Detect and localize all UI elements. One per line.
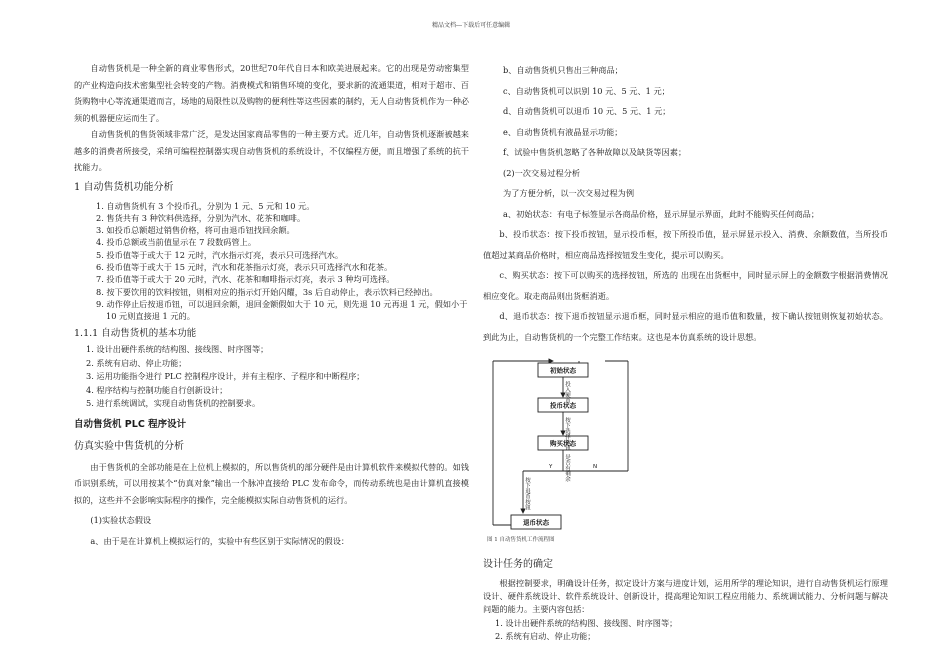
task-list	[483, 617, 888, 644]
section-title-simulation-analysis: 仿真实验中售货机的分析	[74, 440, 184, 452]
flowchart-figure	[483, 353, 683, 543]
function-list	[74, 200, 469, 323]
section-title-function-analysis: 1 自动售货机功能分析	[74, 181, 174, 193]
list-item: 4. 投币总额或当前值显示在 7 段数码管上。	[96, 237, 257, 248]
process-title: (2)一次交易过程分析	[503, 167, 581, 178]
assumption-c: c、自动售货机可以识别 10 元、5 元、1 元；	[503, 85, 670, 96]
assumption-b: b、自动售货机只售出三种商品；	[503, 65, 623, 75]
list-item: 2. 系统有启动、停止功能；	[86, 357, 187, 368]
list-item: 5. 进行系统调试，实现自动售货机的控制要求。	[86, 398, 261, 409]
assumption-e: e、自动售货机有液晶显示功能；	[503, 126, 623, 137]
assumption-a: a、由于是在计算机上模拟运行的，实验中有些区别于实际情况的假设：	[90, 535, 350, 546]
figure-caption: 图 1 自动售货机工作流程图	[487, 537, 555, 543]
list-item: 2. 售货共有 3 种饮料供选择，分别为汽水、花茶和咖啡。	[96, 212, 306, 223]
state-coin: b、投币状态：按下投币按钮，显示投币框，按下所投币值，显示屏显示投入、消费、余额数值，当所投币值超过某商品价格时，相应商品选择按钮发生变化，提示可以购买。	[483, 229, 888, 260]
assumption-f: f、试验中售货机忽略了各种故障以及缺货等因素；	[503, 147, 687, 157]
state-buy: c、购买状态：按下可以购买的选择按钮，所选的 出现在出货框中，同时显示屏上的金额数字根据消费情况相应变化。取走商品则出货框消逝。	[483, 270, 888, 301]
list-item: 8. 按下要饮用的饮料按钮，则相对应的指示灯开始闪耀，3s 后自动停止，表示饮料已经掉出。	[96, 286, 438, 297]
assumption-title: (1)实验状态假设	[90, 515, 152, 526]
arrow-label-insert-coin: 投入硬币	[564, 381, 570, 403]
box-buy-label: 购买状态	[550, 439, 576, 448]
process-intro: 为了方便分析，以一次交易过程为例	[503, 188, 635, 198]
list-item: 6. 投币值等于或大于 15 元时，汽水和花茶指示灯亮，表示只可选择汽水和花茶。	[96, 261, 393, 272]
section-title-plc-design: 自动售货机 PLC 程序设计	[74, 418, 187, 430]
basic-function-list	[74, 343, 469, 411]
section-title-basic-functions: 1.1.1 自动售货机的基本功能	[74, 328, 197, 340]
list-item: 1. 设计出硬件系统的结构图、接线图、时序图等；	[495, 617, 678, 628]
list-item: 1. 设计出硬件系统的结构图、接线图、时序图等；	[86, 344, 269, 355]
label-no: N	[593, 464, 598, 470]
list-item: 1. 自动售货机有 3 个投币孔，分别为 1 元、5 元和 10 元。	[96, 200, 315, 211]
arrow-label-select: 按下选择按钮	[564, 417, 570, 450]
section-title-task: 设计任务的确定	[483, 559, 553, 570]
flowchart-diagram	[483, 353, 683, 543]
list-item: 2. 系统有启动、停止功能；	[495, 631, 596, 642]
intro-paragraph-2: 自动售货机的售货领域非常广泛，是发达国家商品零售的一种主要方式。近几年，自动售货机逐渐被越来越多的消费者所接受，采纳可编程控制器实现自动售货机的系统设计，不仅编程方便，而且增强了系统的抗干扰能力。	[74, 129, 469, 172]
task-paragraph: 根据控制要求，明确设计任务，拟定设计方案与进度计划，运用所学的理论知识，进行自动售货机运行原理设计、硬件系统设计、软件系统设计、创新设计，提高理论知识工程应用能力、系统调试能力、分析问题与解决问题的能力。主要内容包括：	[483, 578, 888, 615]
label-yes: Y	[549, 464, 553, 470]
list-item: 9. 动作停止后按退币钮，可以退回余额，退回金额假如大于 10 元，则先退 10 元再退 1 元，假如小于 10 元则直接退 1 元的。	[96, 298, 468, 322]
list-item: 3. 运用功能指令进行 PLC 控制程序设计，并有主程序、子程序和中断程序；	[86, 371, 365, 382]
left-column	[74, 60, 469, 549]
arrow-label-remaining: 是否有剩余	[564, 454, 570, 482]
box-coin-label: 投币状态	[550, 401, 576, 410]
intro-paragraph-1: 自动售货机是一种全新的商业零售形式，20世纪70年代自日本和欧美进展起来。它的出现是劳动密集型的产业构造向技术密集型社会转变的产物。消费模式和销售环境的变化，要求新的流通渠道，相对于超市、百货购物中心等流通渠道而言，场地的局限性以及购物的便利性等这些因素的制约，无人自动售货机作为一种必须的机器便应运而生了。	[74, 63, 469, 123]
list-item: 7. 投币值等于或大于 20 元时，汽水、花茶和咖啡指示灯亮，表示 3 种均可选择。	[96, 274, 395, 285]
arrow-label-refund: 按下退币按钮	[524, 477, 530, 510]
list-item: 5. 投币值等于或大于 12 元时，汽水指示灯亮，表示只可选择汽水。	[96, 249, 344, 260]
box-initial-label: 初始状态	[550, 366, 576, 375]
list-item: 3. 如投币总额超过销售价格，将可由退币钮找回余额。	[96, 225, 295, 236]
box-refund-label: 退币状态	[523, 518, 549, 527]
state-refund: d、退币状态：按下退币按钮显示退币框，同时显示相应的退币值和数量，按下确认按钮则恢复初始状态。到此为止，自动售货机的一个完整工作结束。这也是本仿真系统的设计思想。	[483, 311, 888, 342]
simulation-paragraph: 由于售货机的全部功能是在上位机上模拟的，所以售货机的部分硬件是由计算机软件来模拟代替的。如钱币识别系统，可以用按某个“仿真对象”输出一个脉冲直接给 PLC 发布命令，而传动系统也是由计算机直接模拟的，这些并不会影响实际程序的操作，完全能模拟实际自动售货机的运行。	[74, 461, 469, 505]
state-initial: a、初始状态：有电子标签显示各商品价格，显示屏显示界面，此时不能购买任何商品；	[503, 208, 820, 219]
assumption-d: d、自动售货机可以退币 10 元、5 元、1 元；	[503, 106, 671, 116]
header-note: 精品文档---下载后可任意编辑	[432, 22, 511, 29]
list-item: 4. 程序结构与控制功能自行创新设计；	[86, 384, 228, 395]
right-column	[483, 60, 888, 644]
